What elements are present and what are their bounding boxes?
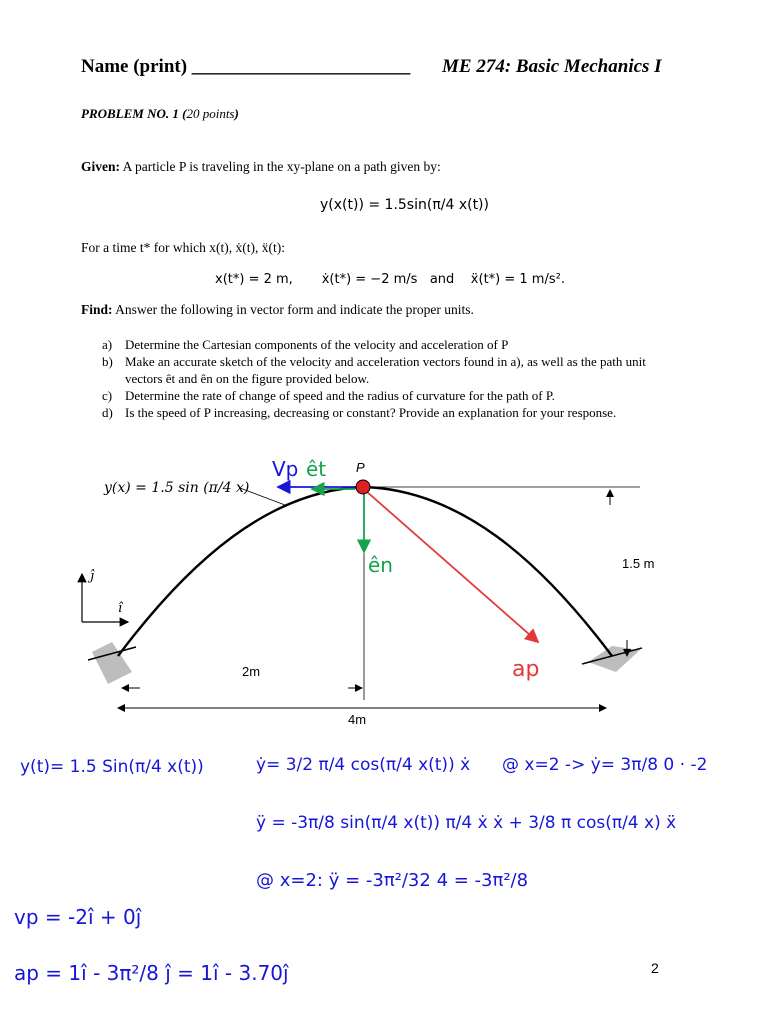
find-text: Answer the following in vector form and indicate the proper units. bbox=[112, 302, 474, 317]
problem-points: 20 points bbox=[186, 106, 235, 121]
given-text: A particle P is traveling in the xy-plane on a path given by: bbox=[120, 159, 441, 174]
span-label: 4m bbox=[348, 712, 367, 727]
velocity-label: Vp bbox=[272, 457, 299, 481]
item-text: Make an accurate sketch of the velocity and acceleration vectors found in a), as well as the path unit vectors êt and ên on the figure provided below. bbox=[125, 354, 646, 386]
handwritten-path-eq: y(t)= 1.5 Sin(π/4 x(t)) bbox=[20, 757, 204, 777]
j-label: ĵ bbox=[90, 569, 95, 584]
handwritten-velocity-eval: @ x=2 -> ẏ= 3π/8 0 · -2 bbox=[502, 755, 708, 775]
item-label: b) bbox=[102, 354, 113, 369]
right-support bbox=[582, 646, 642, 672]
given-label: Given: bbox=[81, 159, 120, 174]
item-label: d) bbox=[102, 405, 113, 420]
problem-close: ) bbox=[234, 106, 239, 121]
item-text: Is the speed of P increasing, decreasing or constant? Provide an explanation for your response. bbox=[125, 405, 617, 420]
item-label: a) bbox=[102, 337, 113, 352]
tangent-label: êt bbox=[306, 457, 327, 481]
page-number: 2 bbox=[651, 960, 659, 976]
find-label: Find: bbox=[81, 302, 113, 317]
normal-label: ên bbox=[368, 553, 393, 577]
handwritten-velocity-vector: vp = -2î + 0ĵ bbox=[14, 905, 142, 929]
item-text: Determine the rate of change of speed and the radius of curvature for the path of P. bbox=[125, 388, 555, 403]
path-equation: y(x(t)) = 1.5sin(π/4 x(t)) bbox=[320, 197, 489, 213]
handwritten-accel-eq: ÿ = -3π/8 sin(π/4 x(t)) π/4 ẋ ẋ + 3/8 π cos(π/4 x) ẍ bbox=[256, 813, 677, 833]
left-support bbox=[88, 642, 136, 684]
i-label: î bbox=[118, 601, 123, 616]
height-label: 1.5 m bbox=[622, 556, 655, 571]
handwritten-accel-eval: @ x=2: ÿ = -3π²/32 4 = -3π²/8 bbox=[256, 870, 529, 891]
course-title: ME 274: Basic Mechanics I bbox=[442, 56, 662, 77]
name-field-label: Name (print) _______________________ bbox=[81, 56, 411, 77]
initial-conditions: x(t*) = 2 m, ẋ(t*) = −2 m/s and ẍ(t*) = 1 m/s². bbox=[215, 272, 565, 287]
acceleration-label: ap bbox=[512, 657, 540, 682]
path-curve bbox=[118, 487, 612, 656]
curve-label: y(x) = 1.5 sin (π/4 x) bbox=[104, 480, 250, 496]
handwritten-velocity-eq: ẏ= 3/2 π/4 cos(π/4 x(t)) ẋ bbox=[256, 755, 471, 775]
half-span-label: 2m bbox=[242, 664, 261, 679]
point-label: P bbox=[356, 460, 365, 475]
item-text: Determine the Cartesian components of the velocity and acceleration of P bbox=[125, 337, 509, 352]
particle-p bbox=[356, 480, 370, 494]
problem-title: PROBLEM NO. 1 ( bbox=[81, 106, 187, 121]
time-condition-text: For a time t* for which x(t), ẋ(t), ẍ(t): bbox=[81, 240, 285, 255]
handwritten-accel-vector: ap = 1î - 3π²/8 ĵ = 1î - 3.70ĵ bbox=[14, 961, 289, 985]
item-label: c) bbox=[102, 388, 113, 403]
